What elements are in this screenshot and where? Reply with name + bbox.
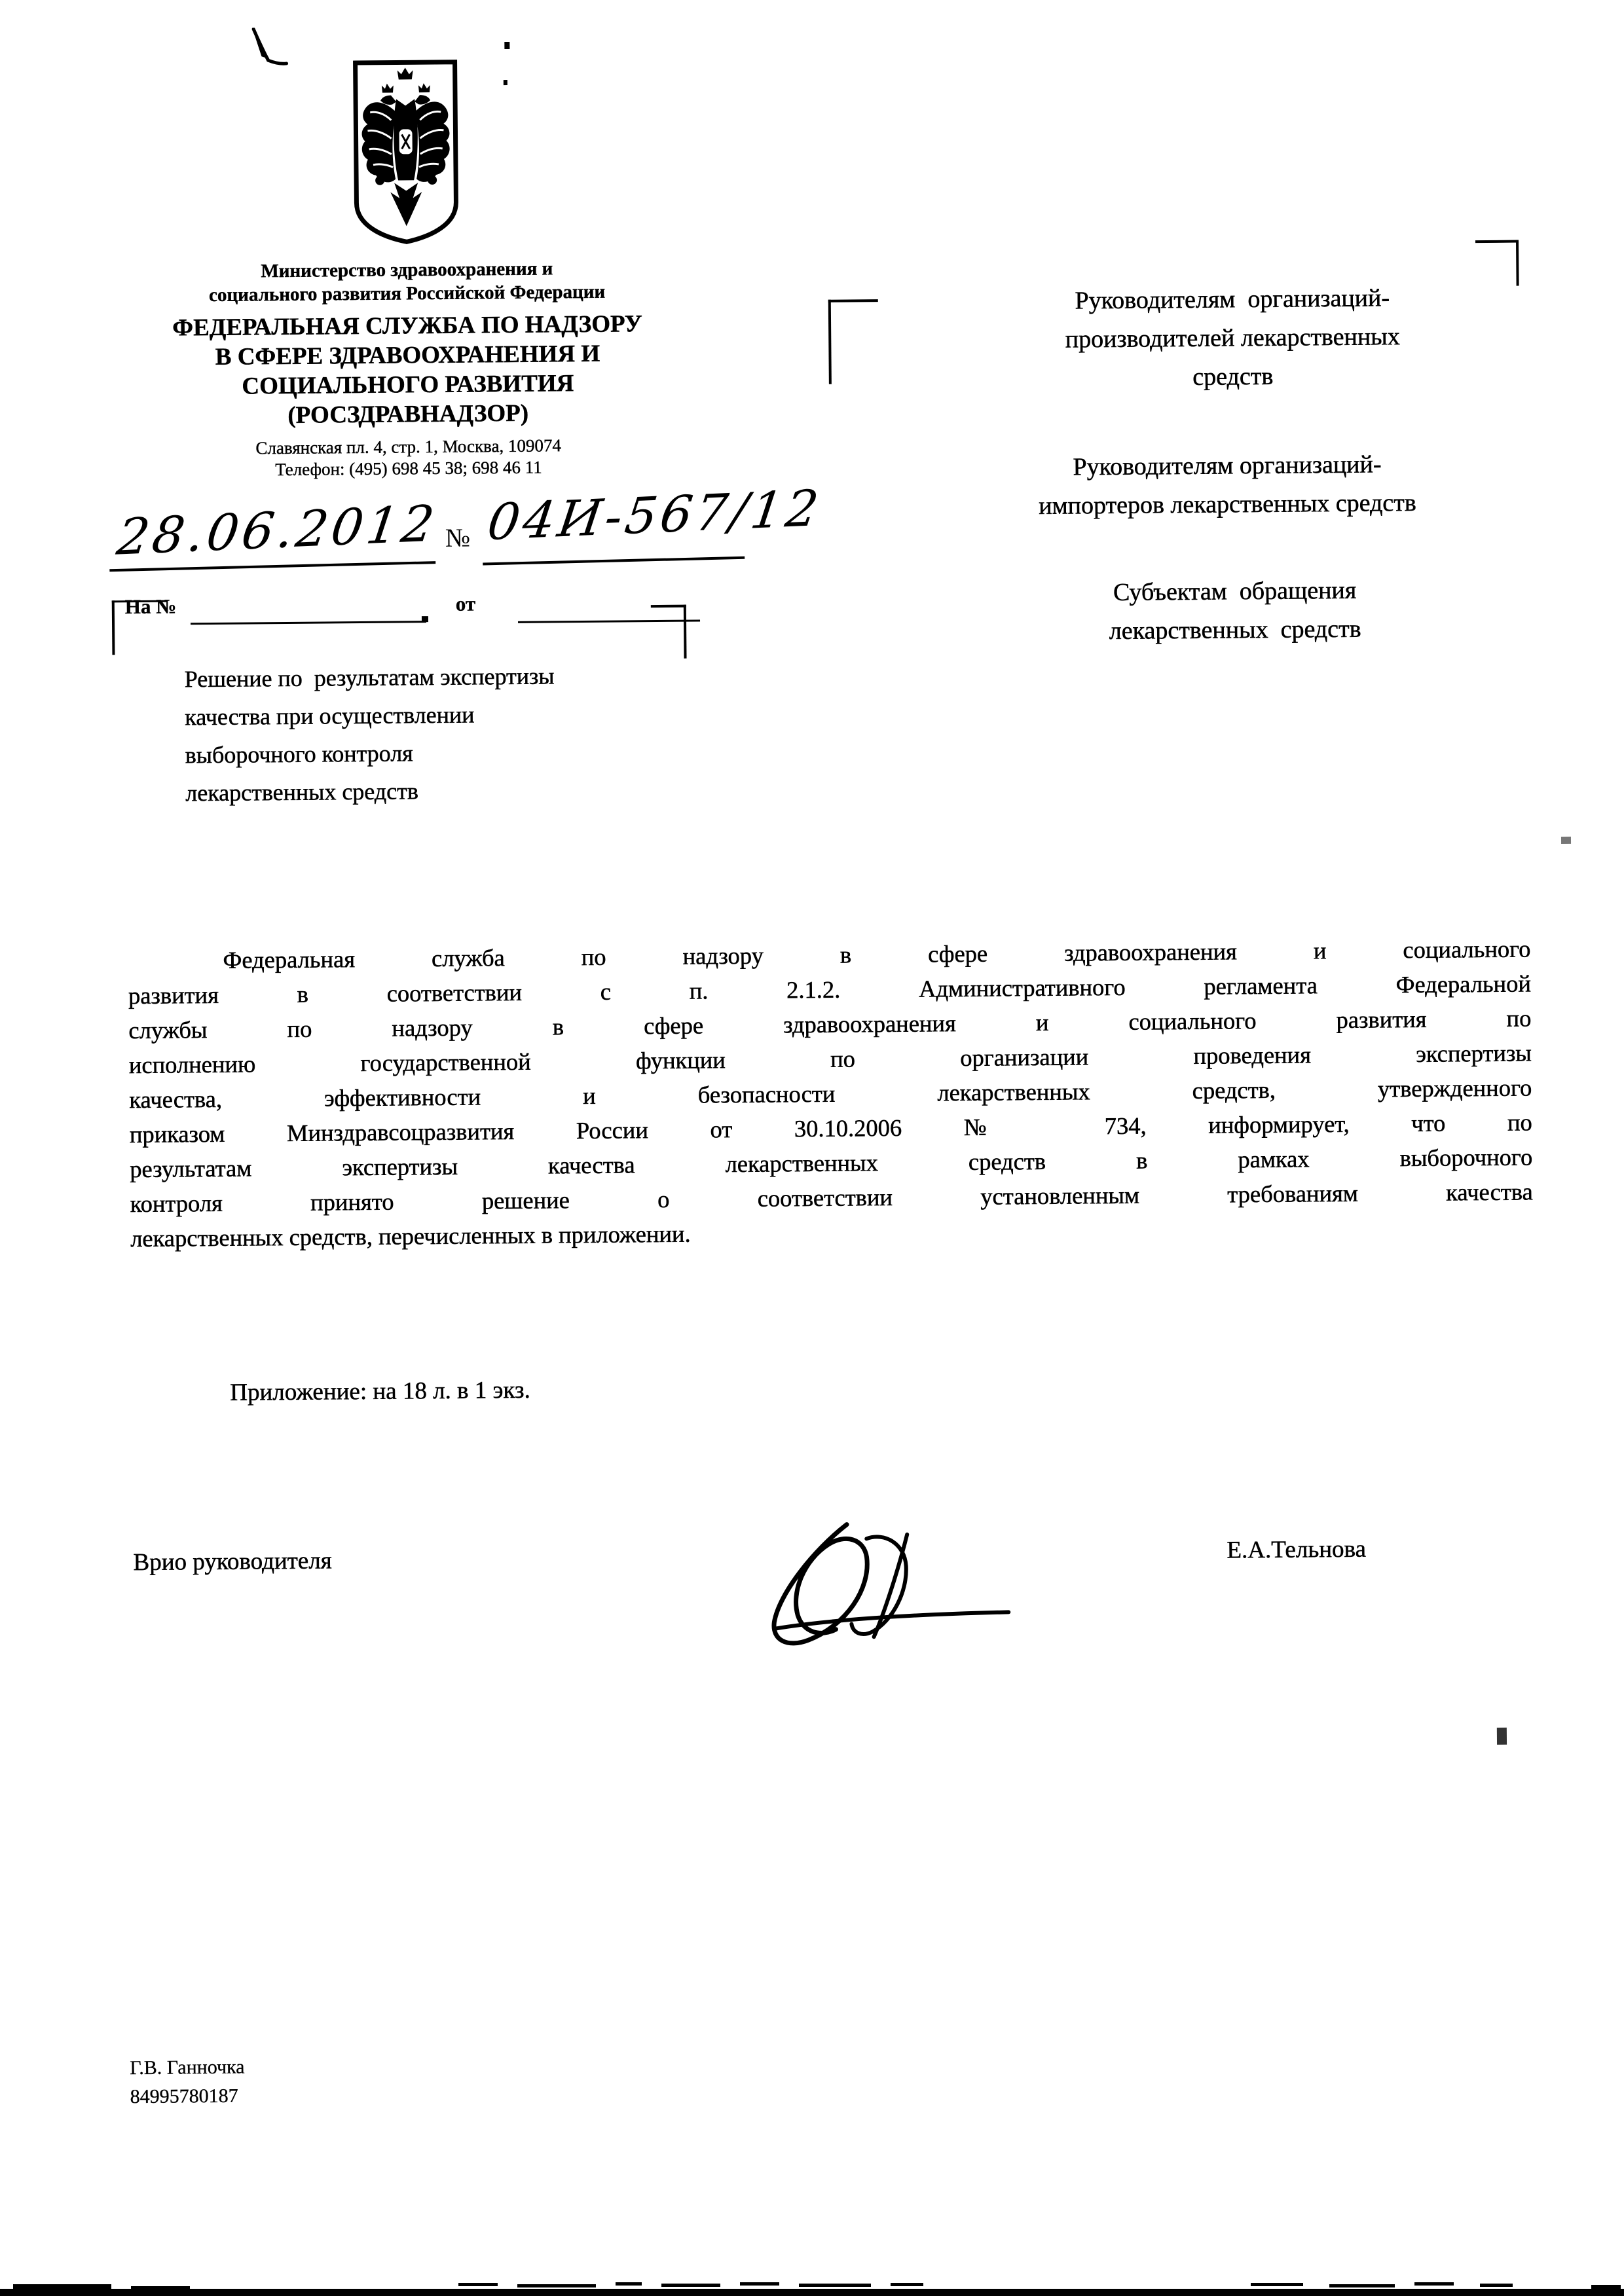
addressee-line: Руководителям организаций- <box>1075 284 1390 315</box>
scan-speck <box>504 42 509 49</box>
handwritten-number: 04И-567/12 <box>484 478 825 552</box>
service-name-line: ФЕДЕРАЛЬНАЯ СЛУЖБА ПО НАДЗОРУ <box>172 310 643 342</box>
scan-artifact <box>661 2284 720 2287</box>
addressee-line: импортеров лекарственных средств <box>1039 488 1416 520</box>
service-name-line: СОЦИАЛЬНОГО РАЗВИТИЯ <box>242 370 574 400</box>
corner-mark-addressee-left <box>828 299 879 384</box>
reply-from-label: от <box>455 592 476 615</box>
body-line: лекарственных средств, перечисленных в приложении. <box>130 1220 691 1252</box>
scan-artifact <box>1480 2284 1513 2287</box>
scan-artifact <box>891 2283 923 2286</box>
executor-name: Г.В. Ганночка <box>130 2056 245 2079</box>
number-underline <box>483 556 745 566</box>
body-line: приказом Минздравсоцразвития России от 30.10.2006 № 734, информирует, что по <box>129 1108 1532 1148</box>
addressee-line: средств <box>1192 362 1274 391</box>
russian-coat-of-arms-icon <box>350 57 462 247</box>
executor-phone: 84995780187 <box>130 2085 238 2108</box>
scan-edge-band <box>0 2289 1624 2296</box>
addressee-manufacturers <box>938 278 1528 399</box>
body-line: контроля принято решение о соответствии установленным требованиям качества <box>130 1178 1533 1218</box>
letterhead-phone: Телефон: (495) 698 45 38; 698 46 11 <box>275 457 542 480</box>
reply-to-number-label: На № <box>124 594 177 619</box>
scan-artifact <box>740 2282 779 2286</box>
handwritten-date: 28.06.2012 <box>113 494 441 566</box>
corner-mark-subject-right <box>651 605 687 659</box>
letterhead-address: Славянская пл. 4, стр. 1, Москва, 109074 <box>255 435 562 458</box>
reply-number-blank-line <box>191 621 426 625</box>
attachment-note: Приложение: на 18 л. в 1 экз. <box>230 1376 530 1406</box>
scan-artifact <box>13 2284 111 2289</box>
scan-artifact <box>1591 2285 1621 2289</box>
addressee-line: производителей лекарственных <box>1065 323 1400 354</box>
ministry-name-line: Министерство здравоохранения и <box>261 258 553 282</box>
scan-speck <box>1561 837 1571 844</box>
body-line: результатам экспертизы качества лекарственных средств в рамках выборочного <box>130 1143 1533 1183</box>
body-line: развития в соответствии с п. 2.1.2. Административного регламента Федеральной <box>128 970 1532 1010</box>
service-abbreviation: (РОСЗДРАВНАДЗОР) <box>287 399 529 429</box>
addressee-line: лекарственных средств <box>1109 615 1361 646</box>
addressee-importers <box>913 444 1542 526</box>
subject-line: выборочного контроля <box>185 740 413 769</box>
addressee-circulation-subjects <box>940 570 1530 652</box>
executor-block <box>130 2053 245 2112</box>
number-sign: № <box>445 522 471 553</box>
scan-speck <box>504 80 507 85</box>
signer-name: Е.А.Тельнова <box>1227 1535 1367 1564</box>
subject-line: качества при осуществлении <box>185 701 475 731</box>
scan-artifact <box>131 2286 190 2289</box>
letterhead <box>92 255 723 482</box>
scan-artifact <box>458 2283 498 2286</box>
body-line: качества, эффективности и безопасности лекарственных средств, утвержденного <box>129 1074 1532 1114</box>
service-name-line: В СФЕРЕ ЗДРАВООХРАНЕНИЯ И <box>215 340 600 371</box>
subject-block <box>185 656 697 812</box>
scan-artifact <box>799 2284 871 2287</box>
body-line: Федеральная служба по надзору в сфере здравоохранения и социального <box>223 935 1531 974</box>
addressee-line: Руководителям организаций- <box>1073 450 1382 481</box>
scan-artifact <box>1329 2284 1395 2287</box>
signer-position-title: Врио руководителя <box>133 1547 332 1576</box>
body-paragraph <box>128 931 1533 1256</box>
subject-line: лекарственных средств <box>185 778 419 807</box>
scan-speck <box>1497 1728 1507 1745</box>
body-line: службы по надзору в сфере здравоохранения и социального развития по <box>128 1004 1532 1044</box>
scan-artifact <box>517 2284 596 2287</box>
ministry-name-line: социального развития Российской Федерации <box>208 281 606 306</box>
scan-artifact <box>616 2282 642 2286</box>
scan-artifact <box>1251 2283 1303 2286</box>
scan-speck <box>422 616 428 622</box>
scan-artifact <box>1414 2282 1454 2286</box>
pen-tick-mark <box>244 27 291 69</box>
addressee-line: Субъектам обращения <box>1113 576 1357 606</box>
subject-line: Решение по результатам экспертизы <box>184 663 555 693</box>
body-line: исполнению государственной функции по организации проведения экспертизы <box>128 1039 1532 1079</box>
signature-autograph <box>709 1514 1018 1664</box>
corner-mark-subject-left <box>112 600 168 655</box>
